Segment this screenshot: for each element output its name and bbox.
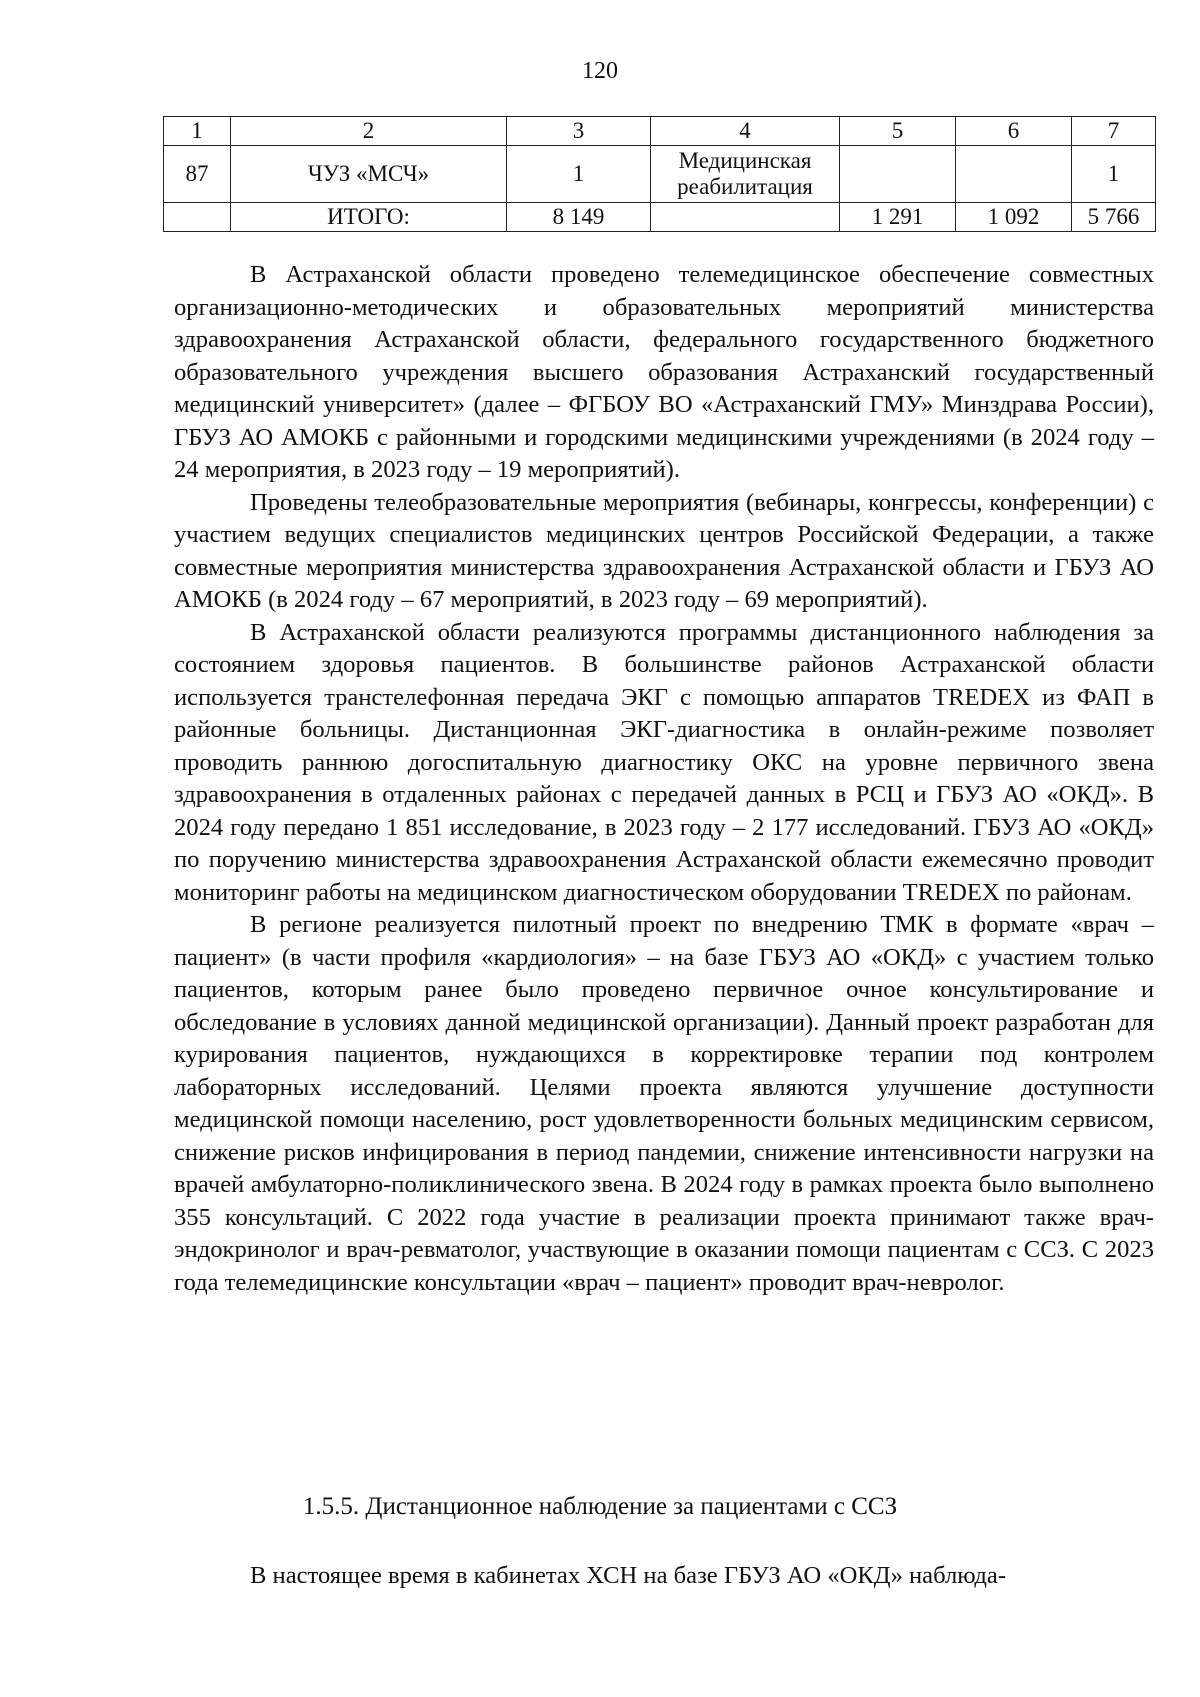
table-cell: ИТОГО: [231, 203, 507, 232]
paragraph: Проведены телеобразовательные мероприятия (вебинары, конгрессы, конференции) с участием ведущих специалистов медицинских центров Российской Федерации, а также совместные мероприятия министерства здравоохранения Астраханской области и ГБУЗ АО АМОКБ (в 2024 году – 67 мероприятий, в 2023 году – 69 мероприятий). [174, 488, 1154, 613]
paragraph: В настоящее время в кабинетах ХСН на базе ГБУЗ АО «ОКД» наблюда- [250, 1562, 1007, 1589]
table-total-row [164, 203, 1156, 232]
table-header-cell: 4 [651, 117, 840, 146]
table-cell [840, 146, 956, 203]
table-cell [164, 203, 231, 232]
table-cell [651, 203, 840, 232]
table-cell: ЧУЗ «МСЧ» [231, 146, 507, 203]
table-cell: 1 291 [840, 203, 956, 232]
table-header-cell: 5 [840, 117, 956, 146]
table-header-cell: 2 [231, 117, 507, 146]
paragraph: В регионе реализуется пилотный проект по внедрению ТМК в формате «врач – пациент» (в части профиля «кардиология» – на базе ГБУЗ АО «ОКД» с участием только пациентов, которым ранее было проведено первичное очное консультирование и обследование в условиях данной медицинской организации). Данный проект разработан для курирования пациентов, нуждающихся в корректировке терапии под контролем лабораторных исследований. Целями проекта являются улучшение доступности медицинской помощи населению, рост удовлетворенности больных медицинским сервисом, снижение рисков инфицирования в период пандемии, снижение интенсивности нагрузки на врачей амбулаторно-поликлинического звена. В 2024 году в рамках проекта было выполнено 355 консультаций. С 2022 года участие в реализации проекта принимают также врач-эндокринолог и врач-ревматолог, участвующие в оказании помощи пациентам с ССЗ. С 2023 года телемедицинские консультации «врач – пациент» проводит врач-невролог. [174, 911, 1154, 1296]
table-cell: 87 [164, 146, 231, 203]
body-text [174, 259, 1154, 1299]
paragraph: В Астраханской области реализуются программы дистанционного наблюдения за состоянием здоровья пациентов. В большинстве районов Астраханской области используется транстелефонная передача ЭКГ с помощью аппаратов TREDEX из ФАП в районные больницы. Дистанционная ЭКГ-диагностика в онлайн-режиме позволяет проводить раннюю догоспитальную диагностику ОКС на уровне первичного звена здравоохранения в отдаленных районах с передачей данных в РСЦ и ГБУЗ АО «ОКД». В 2024 году передано 1 851 исследование, в 2023 году – 2 177 исследований. ГБУЗ АО «ОКД» по поручению министерства здравоохранения Астраханской области ежемесячно проводит мониторинг работы на медицинском диагностическом оборудовании TREDEX по районам. [174, 618, 1154, 906]
table-header-cell: 3 [507, 117, 651, 146]
table-header-cell: 6 [956, 117, 1072, 146]
table-cell [651, 146, 840, 203]
table-cell: 8 149 [507, 203, 651, 232]
data-table [163, 116, 1156, 232]
page-number: 120 [582, 58, 618, 84]
table-cell-line: реабилитация [677, 174, 813, 199]
table-header-cell: 7 [1072, 117, 1156, 146]
table-cell-line: Медицинская [678, 148, 812, 173]
table-cell [956, 146, 1072, 203]
table-header-row [164, 117, 1156, 146]
paragraph: В Астраханской области проведено телемедицинское обеспечение совместных организационно-методических и образовательных мероприятий министерства здравоохранения Астраханской области, федерального государственного бюджетного образовательного учреждения высшего образования Астраханский государственный медицинский университет» (далее – ФГБОУ ВО «Астраханский ГМУ» Минздрава России), ГБУЗ АО АМОКБ с районными и городскими медицинскими учреждениями (в 2024 году – 24 мероприятия, в 2023 году – 19 мероприятий). [174, 261, 1154, 483]
section-heading: 1.5.5. Дистанционное наблюдение за пациентами с ССЗ [302, 1493, 898, 1520]
table-cell: 1 [1072, 146, 1156, 203]
table-cell: 1 092 [956, 203, 1072, 232]
table-header-cell: 1 [164, 117, 231, 146]
table-cell: 1 [507, 146, 651, 203]
table-row [164, 146, 1156, 203]
table-cell: 5 766 [1072, 203, 1156, 232]
